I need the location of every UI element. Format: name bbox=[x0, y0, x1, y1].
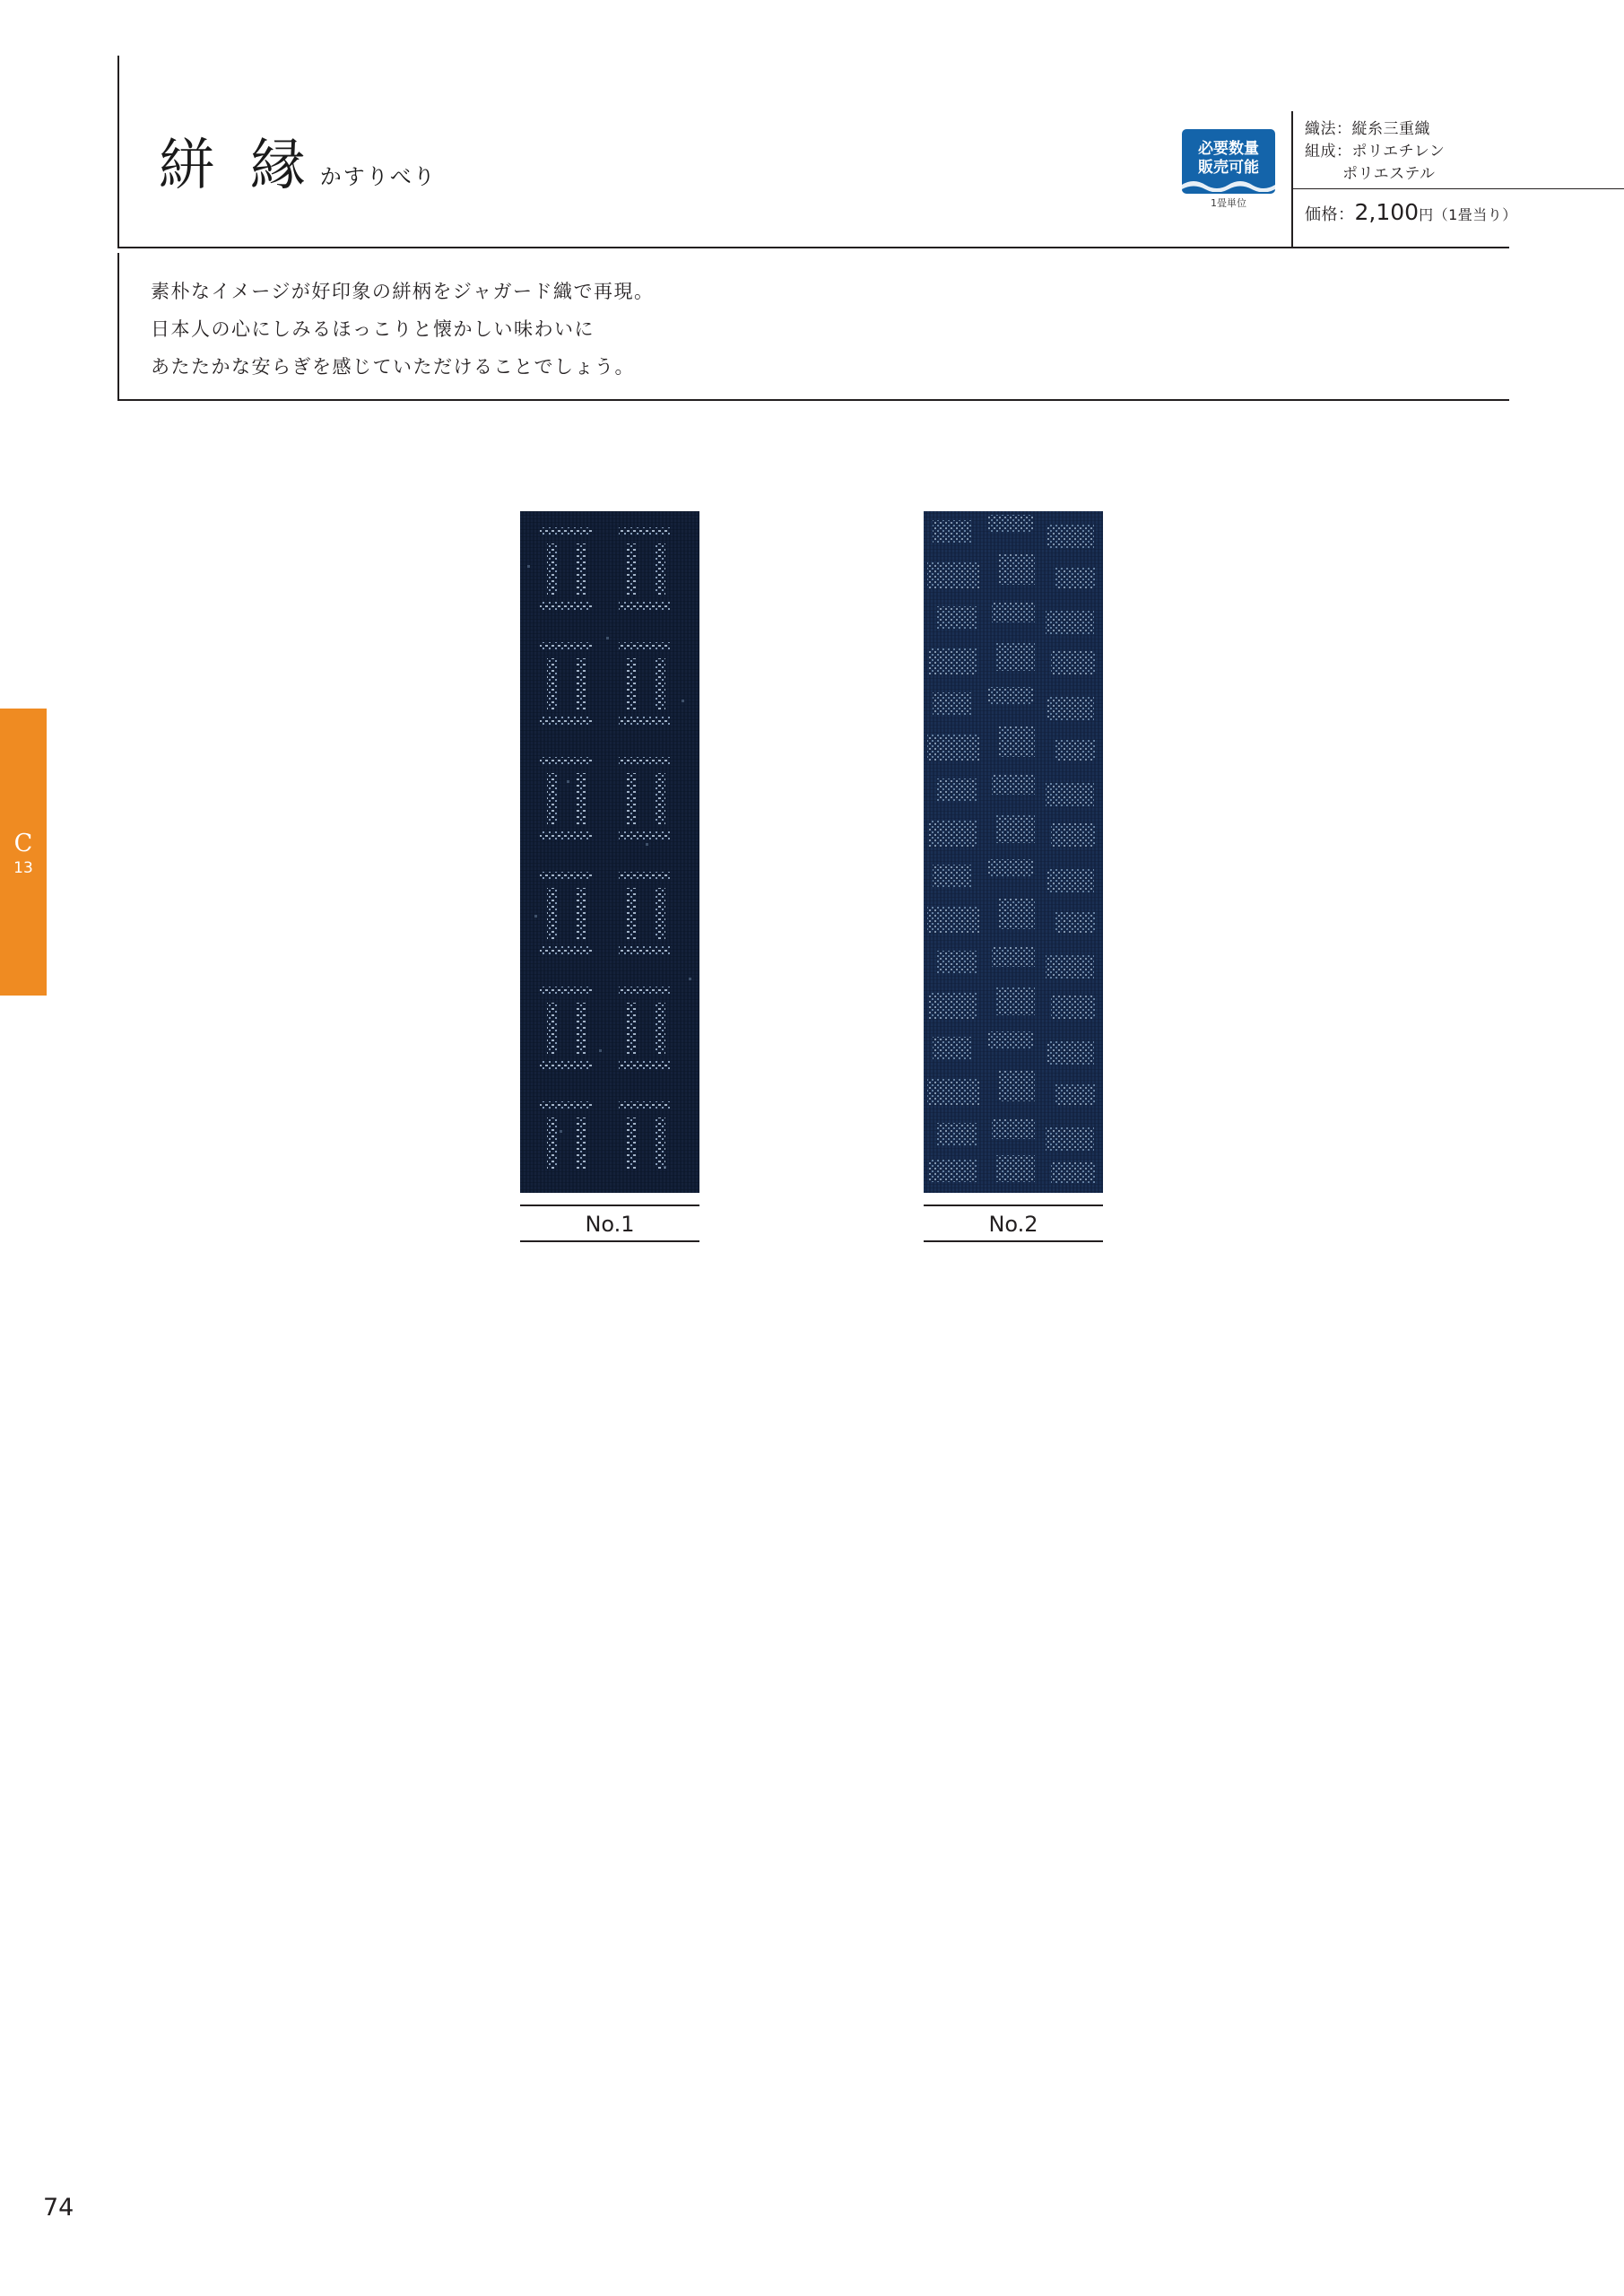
price-label: 価格： bbox=[1305, 205, 1355, 224]
caption-rule-top-1 bbox=[520, 1205, 699, 1206]
page-title: 絣 縁 bbox=[159, 132, 315, 197]
badge-line-1: 必要数量 bbox=[1198, 140, 1259, 158]
spec-divider bbox=[1291, 111, 1293, 248]
product-header bbox=[117, 56, 1517, 248]
spec-list bbox=[1305, 118, 1601, 186]
side-tab-letter: C bbox=[13, 830, 33, 857]
kasuri-pattern-2 bbox=[924, 511, 1103, 1193]
description-line-1: 素朴なイメージが好印象の絣柄をジャガード織で再現。 bbox=[151, 281, 655, 302]
price-note: （1畳当り） bbox=[1433, 206, 1517, 223]
price-value: 2,100 bbox=[1354, 199, 1420, 225]
caption-rule-bottom-1 bbox=[520, 1240, 699, 1242]
kasuri-pattern-1 bbox=[520, 511, 699, 1193]
section-side-tab bbox=[0, 709, 47, 996]
swatch-image-1 bbox=[520, 511, 699, 1193]
product-title-block bbox=[159, 120, 437, 200]
spec-weave: 織法：縦糸三重織 bbox=[1305, 120, 1430, 138]
sample-caption-1: No.1 bbox=[585, 1212, 635, 1237]
spec-composition-cont: ポリエステル bbox=[1342, 165, 1436, 183]
product-description bbox=[117, 253, 1509, 401]
caption-rule-top-2 bbox=[924, 1205, 1103, 1206]
swatch-image-2 bbox=[924, 511, 1103, 1193]
description-line-3: あたたかな安らぎを感じていただけることでしょう。 bbox=[151, 356, 635, 378]
caption-rule-bottom-2 bbox=[924, 1240, 1103, 1242]
side-tab-number: 13 bbox=[13, 859, 33, 877]
sample-caption-2: No.2 bbox=[988, 1212, 1038, 1237]
wave-icon bbox=[1182, 176, 1275, 192]
price-row bbox=[1305, 199, 1517, 225]
sample-no-2 bbox=[924, 511, 1103, 1242]
spec-composition: 組成：ポリエチレン bbox=[1305, 143, 1446, 161]
page-title-kana: かすりべり bbox=[319, 164, 437, 189]
badge-line-2: 販売可能 bbox=[1198, 159, 1259, 177]
availability-badge bbox=[1182, 129, 1279, 213]
availability-badge-box bbox=[1182, 129, 1275, 194]
price-unit: 円 bbox=[1419, 206, 1434, 223]
price-divider bbox=[1291, 188, 1624, 189]
description-line-2: 日本人の心にしみるほっこりと懐かしい味わいに bbox=[151, 318, 595, 340]
sample-no-1 bbox=[520, 511, 699, 1242]
badge-sub-label: 1畳単位 bbox=[1211, 197, 1246, 209]
description-text bbox=[151, 273, 654, 386]
page-number: 74 bbox=[43, 2194, 74, 2222]
